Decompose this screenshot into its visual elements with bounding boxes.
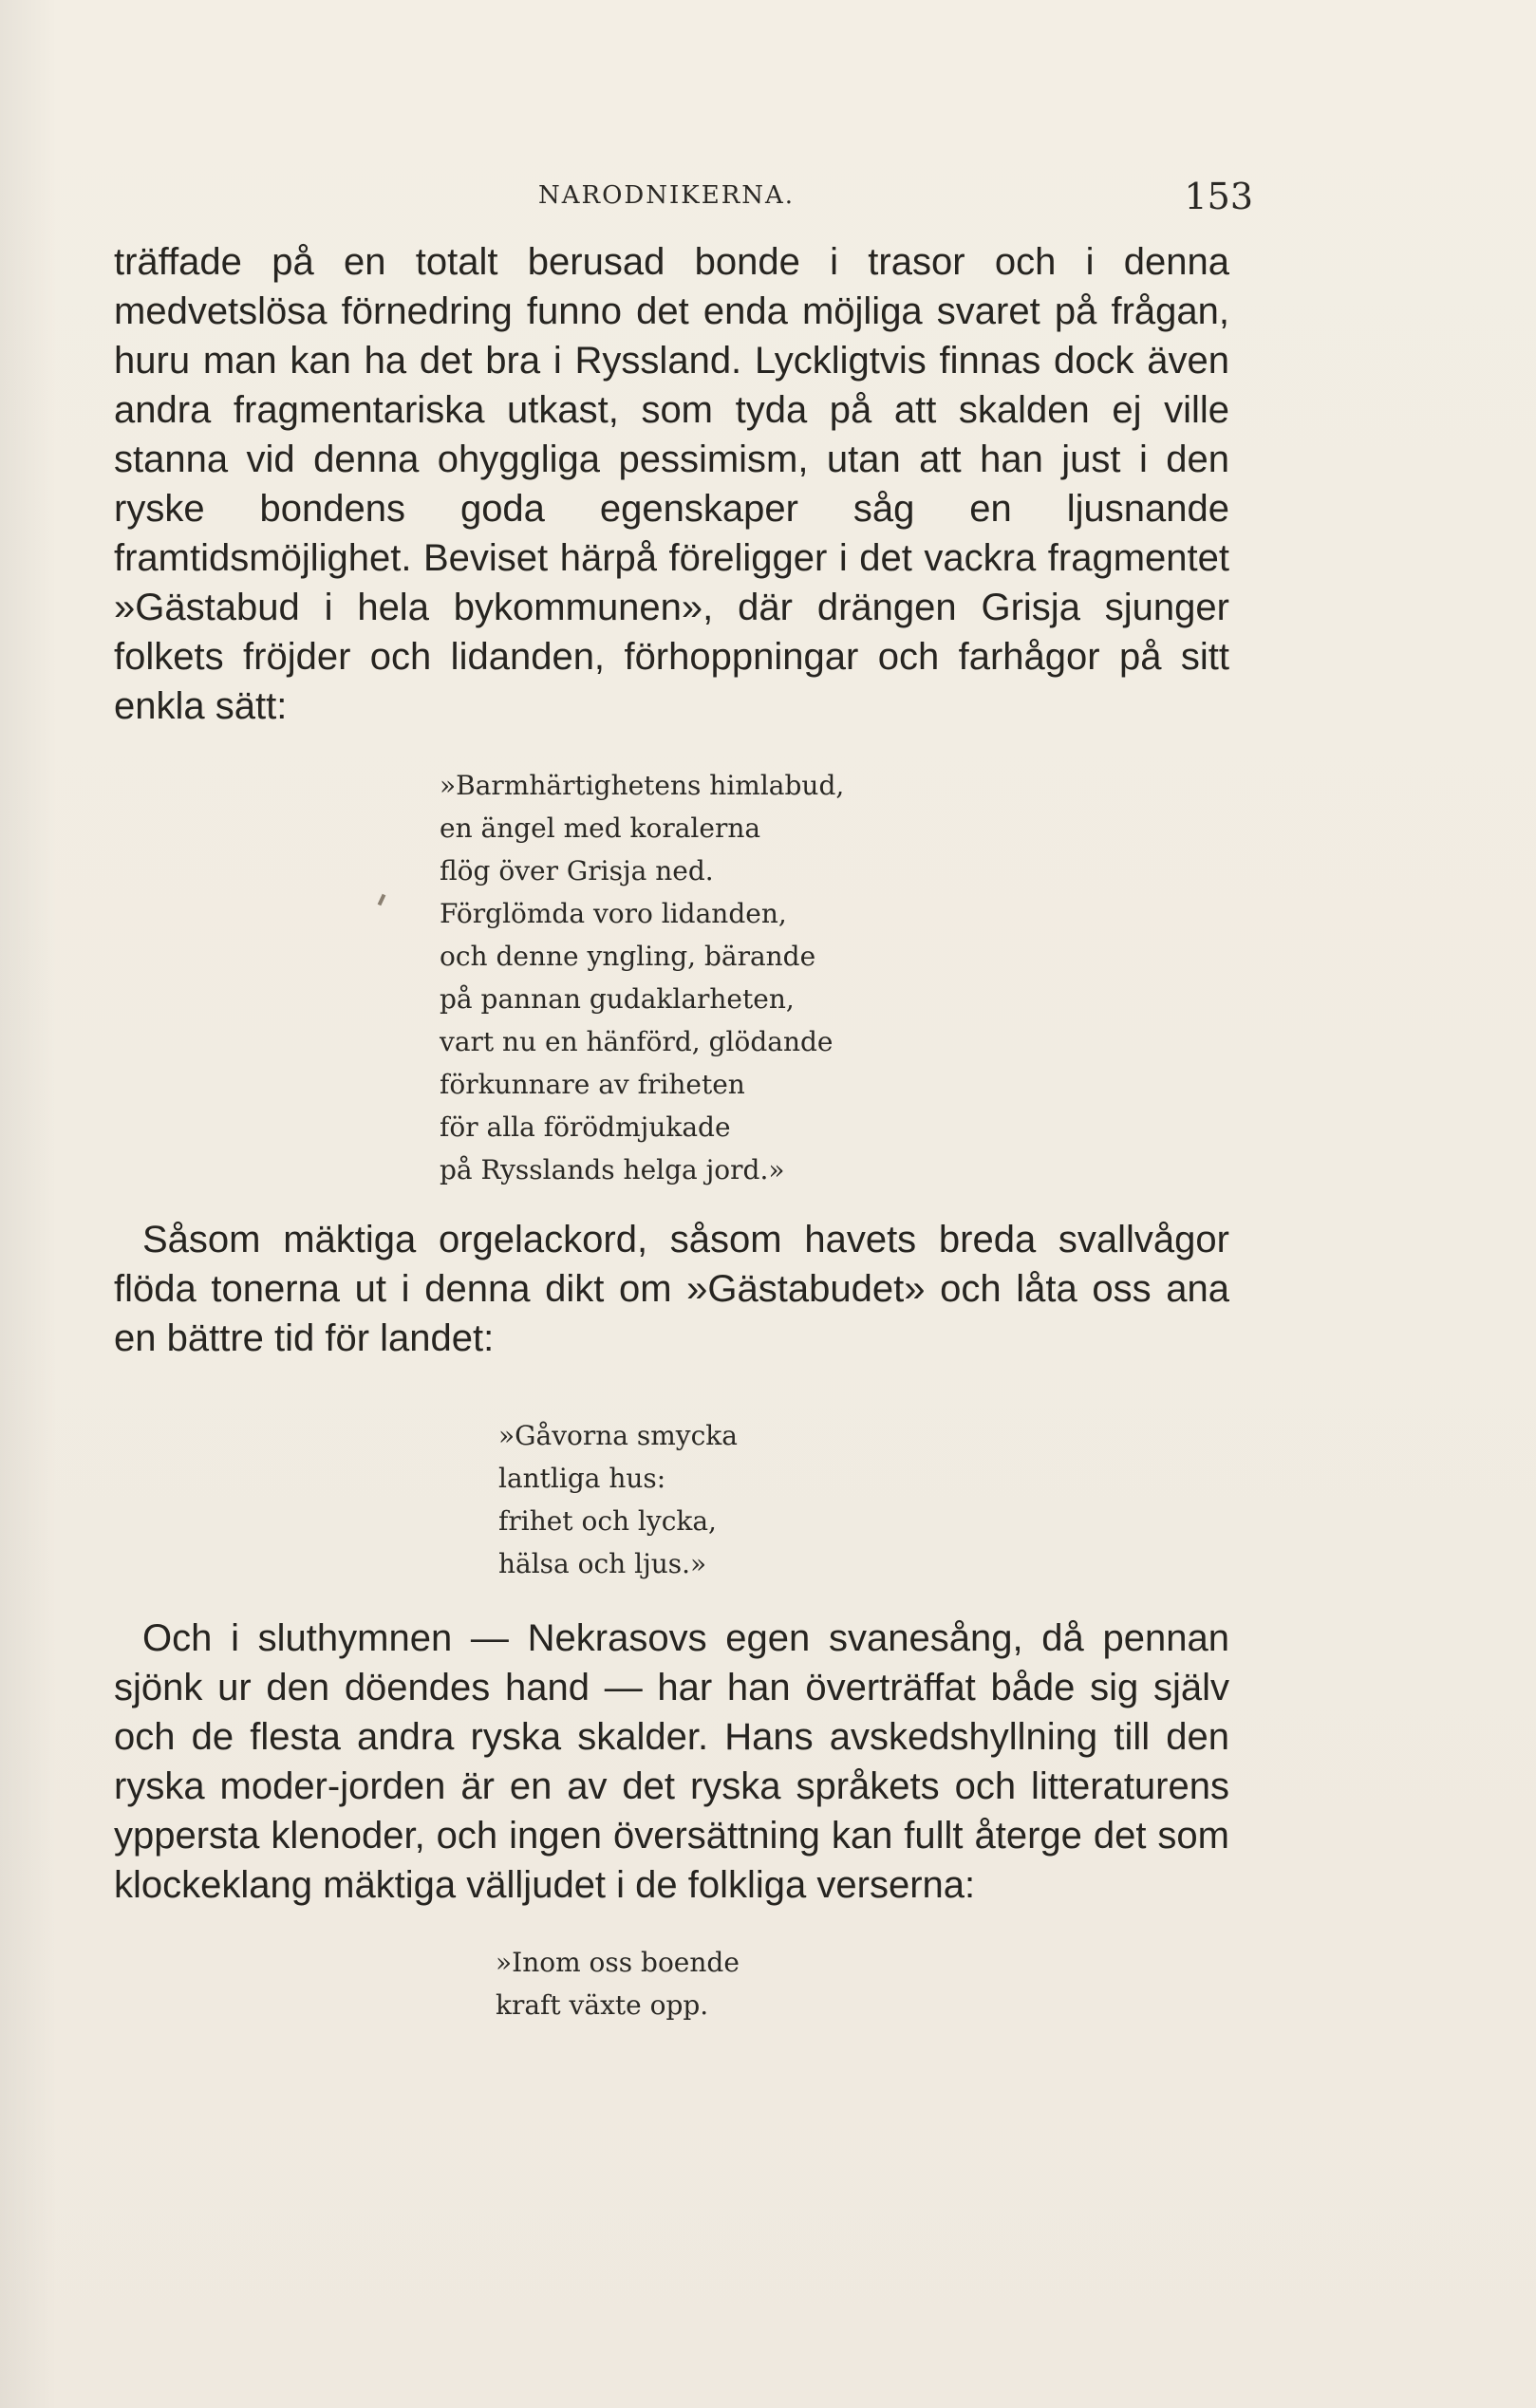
verse-line: »Barmhärtighetens himlabud,	[440, 770, 845, 801]
verse-line: lantliga hus:	[498, 1463, 666, 1494]
page-edge-shadow	[0, 0, 57, 2408]
verse-line: förkunnare av friheten	[440, 1069, 745, 1100]
verse-line: flög över Grisja ned.	[440, 855, 714, 887]
verse-line: på Rysslands helga jord.»	[440, 1154, 785, 1185]
verse-line: hälsa och ljus.»	[498, 1548, 707, 1579]
verse-line: på pannan gudaklarheten,	[440, 983, 795, 1015]
verse-line: vart nu en hänförd, glödande	[440, 1026, 834, 1057]
page-number: 153	[1184, 176, 1253, 217]
verse-line: för alla förödmjukade	[440, 1111, 731, 1143]
verse-line: en ängel med koralerna	[440, 812, 761, 844]
verse-line: frihet och lycka,	[498, 1505, 717, 1537]
pencil-mark	[378, 894, 386, 906]
paragraph-3: Och i sluthymnen — Nekrasovs egen svanesång, då pennan sjönk ur den döendes hand — har han överträffat både sig själv och de flesta andra ryska skalder. Hans avskedshyllning till den ryska moder-jorden är en av det ryska språkets och litteraturens yppersta klenoder, och ingen översättning kan fullt återge det som klockeklang mäktiga välljudet i de folkliga verserna:	[114, 1617, 1229, 1906]
page-header	[114, 176, 1253, 223]
verse-line: Förglömda voro lidanden,	[440, 898, 787, 929]
verse-block-1	[440, 764, 844, 1191]
verse-block-2	[498, 1414, 738, 1585]
paragraph-2: Såsom mäktiga orgelackord, såsom havets breda svallvågor flöda tonerna ut i denna dikt om »Gästabudet» och låta oss ana en bättre tid för landet:	[114, 1219, 1229, 1359]
running-title: NARODNIKERNA.	[538, 181, 796, 210]
paragraph-1: träffade på en totalt berusad bonde i trasor och i denna medvetslösa förnedring funno det enda möjliga svaret på frågan, huru man kan ha det bra i Ryssland. Lyckligtvis finnas dock även andra fragmentariska utkast, som tyda på att skalden ej ville stanna vid denna ohyggliga pessimism, utan att han just i den ryske bondens goda egenskaper såg en ljusnande framtidsmöjlighet. Beviset härpå föreligger i det vackra fragmentet »Gästabud i hela bykommunen», där drängen Grisja sjunger folkets fröjder och lidanden, förhoppningar och farhågor på sitt enkla sätt:	[114, 241, 1229, 727]
verse-line: kraft växte opp.	[496, 1989, 709, 2021]
verse-line: »Gåvorna smycka	[498, 1420, 738, 1451]
verse-line: och denne yngling, bärande	[440, 941, 816, 972]
verse-line: »Inom oss boende	[496, 1947, 740, 1978]
verse-block-3	[496, 1941, 740, 2026]
